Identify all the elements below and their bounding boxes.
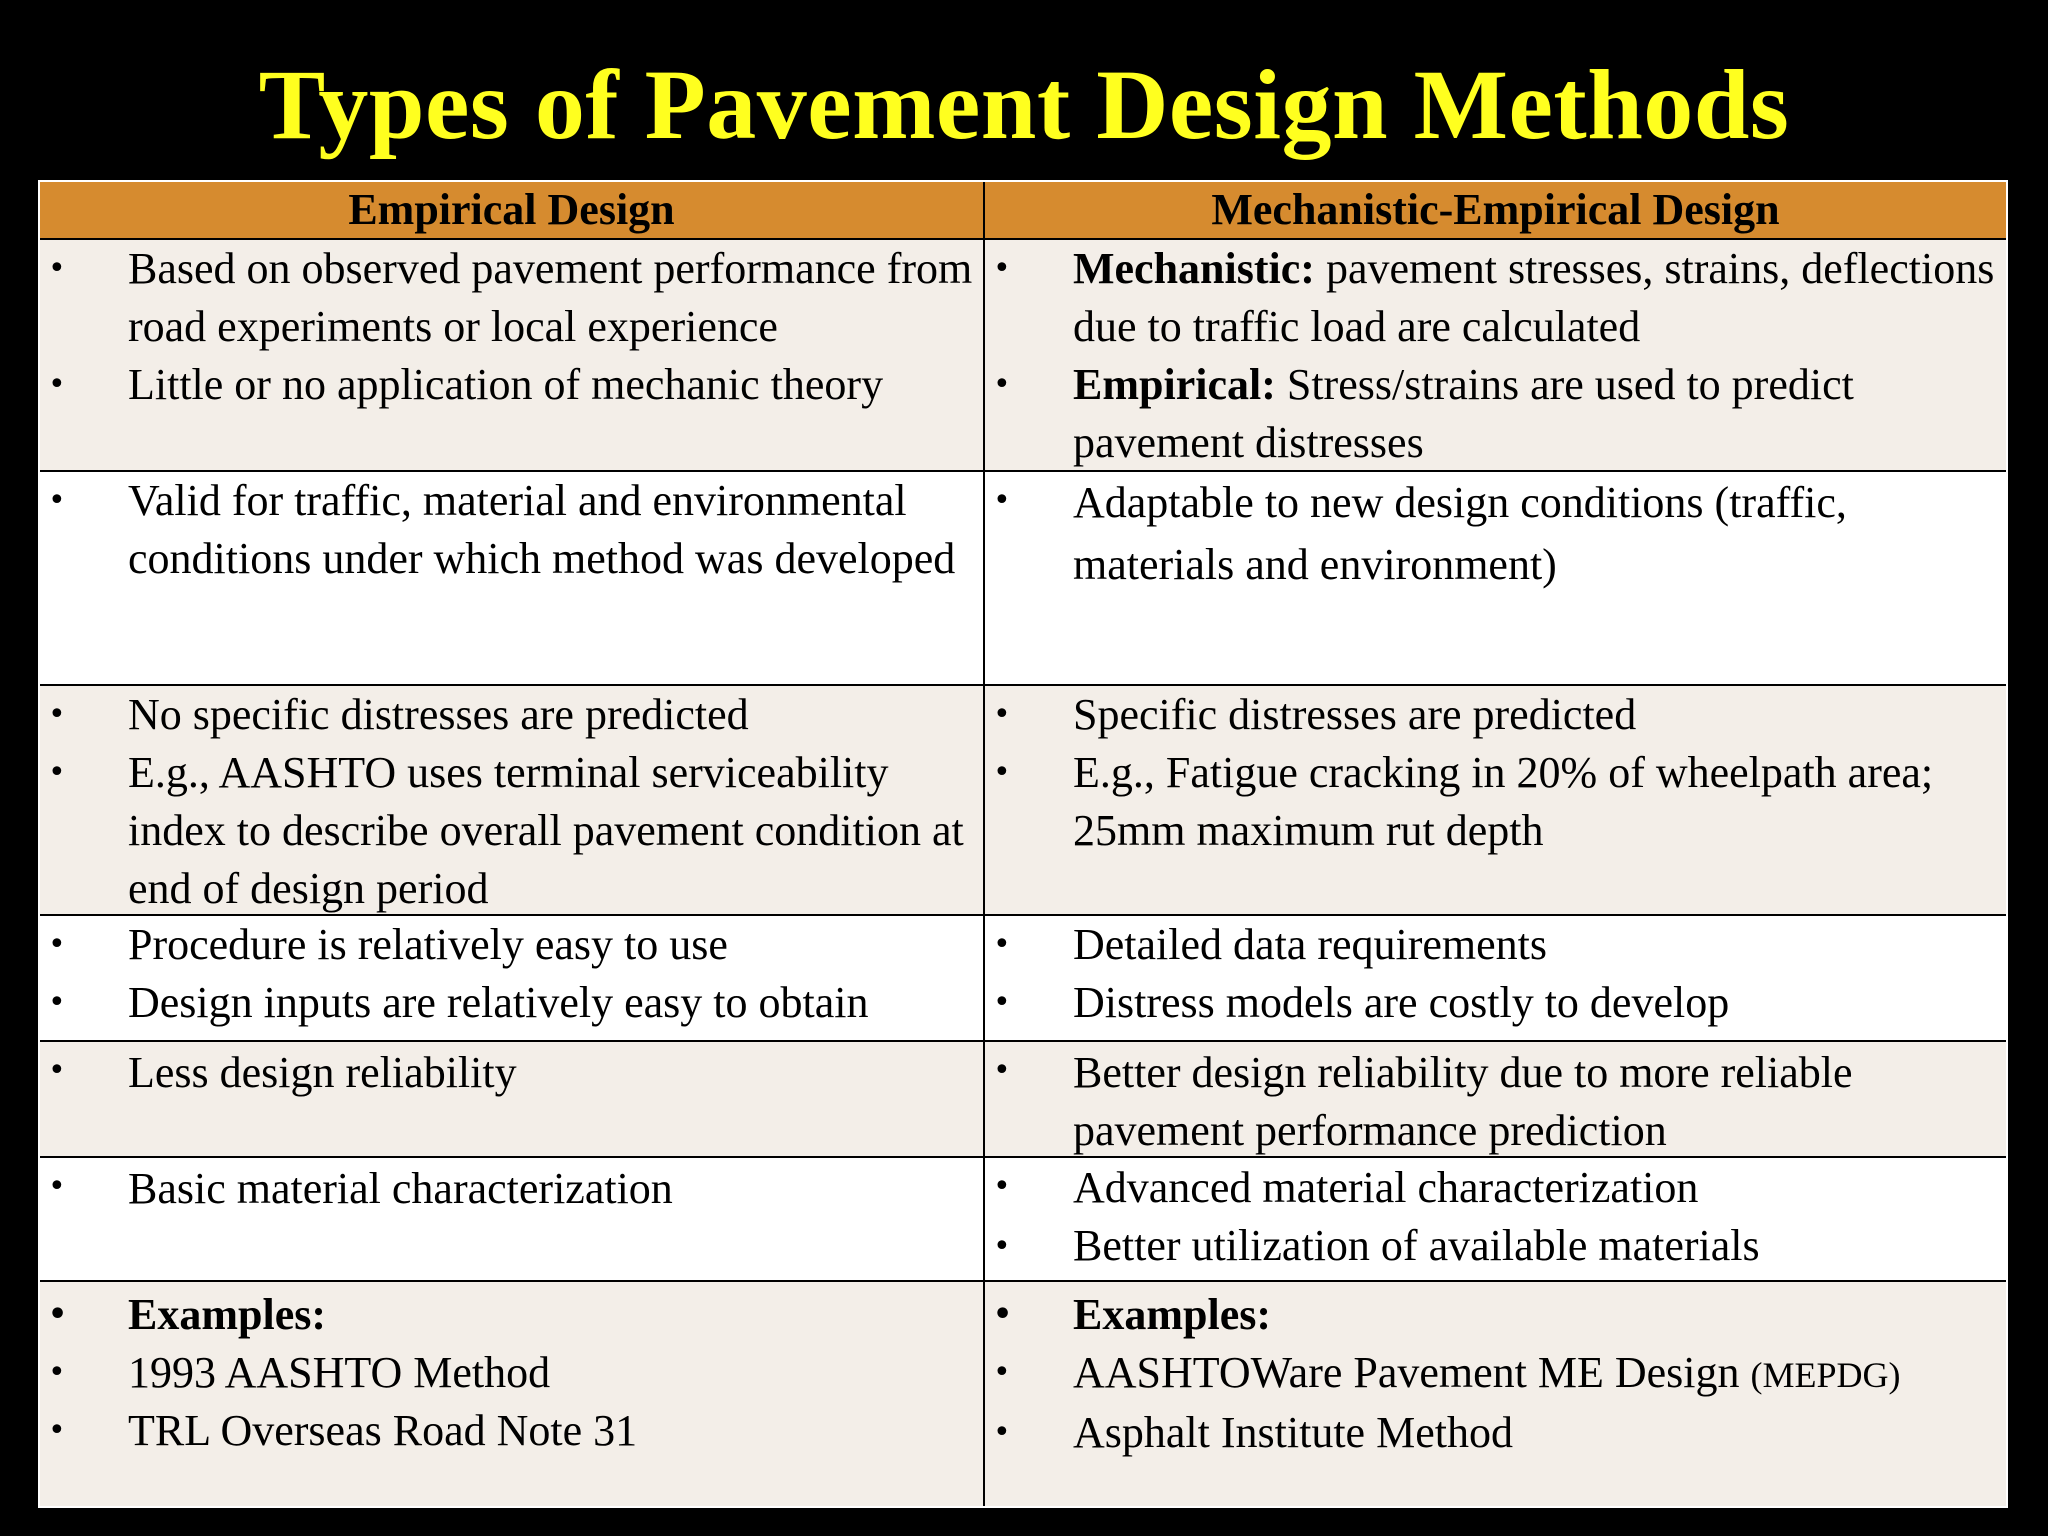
list-item: • Design inputs are relatively easy to obtain [40, 974, 983, 1032]
list-item: • Based on observed pavement performance from road experiments or local experience [40, 240, 983, 356]
mechanistic-empirical-cell [985, 916, 2006, 1040]
list-item: • Distress models are costly to develop [985, 974, 2006, 1032]
list-item: • Better design reliability due to more reliable pavement performance prediction [985, 1042, 2006, 1160]
list-item [985, 356, 2006, 472]
empirical-cell [40, 686, 985, 914]
table-row [40, 1280, 2006, 1506]
list-item: • Less design reliability [40, 1042, 983, 1104]
list-item: • Advanced material characterization [985, 1158, 2006, 1218]
example-name: AASHTOWare Pavement ME Design [1073, 1348, 1740, 1397]
empirical-cell [40, 472, 985, 684]
table-row [40, 914, 2006, 1040]
list-item: • Asphalt Institute Method [985, 1404, 2006, 1462]
empirical-cell [40, 1158, 985, 1280]
list-item: • TRL Overseas Road Note 31 [40, 1402, 983, 1460]
mechanistic-empirical-cell [985, 472, 2006, 684]
list-item: • Specific distresses are predicted [985, 686, 2006, 744]
table-header-row [40, 182, 2006, 238]
empirical-cell [40, 916, 985, 1040]
header-mechanistic-empirical-design: Mechanistic-Empirical Design [1211, 185, 1780, 234]
list-item: • Examples: [985, 1286, 2006, 1344]
list-item: • Better utilization of available materials [985, 1218, 2006, 1274]
slide-title: Types of Pavement Design Methods [258, 49, 1790, 160]
empirical-cell [40, 240, 985, 470]
table-row [40, 684, 2006, 914]
table-row [40, 470, 2006, 684]
list-item: • Basic material characterization [40, 1158, 983, 1220]
term-description: Stress/strains are used to predict pavement distresses [1073, 360, 1854, 467]
term-label: Empirical: [1073, 360, 1276, 409]
list-item [985, 240, 2006, 356]
list-item: • E.g., Fatigue cracking in 20% of wheelpath area; 25mm maximum rut depth [985, 744, 2006, 860]
mechanistic-empirical-cell [985, 240, 2006, 470]
comparison-table [38, 180, 2008, 1508]
list-item: • No specific distresses are predicted [40, 686, 983, 744]
list-item: • Little or no application of mechanic theory [40, 356, 983, 414]
list-item: • 1993 AASHTO Method [40, 1344, 983, 1402]
empirical-cell [40, 1282, 985, 1506]
term-description: pavement stresses, strains, deflections due to traffic load are calculated [1073, 244, 1995, 351]
example-abbreviation: (MEPDG) [1750, 1355, 1901, 1395]
table-row [40, 1040, 2006, 1156]
table-row [40, 238, 2006, 470]
list-item: • Adaptable to new design conditions (traffic, materials and environment) [985, 472, 2006, 596]
empirical-cell [40, 1042, 985, 1156]
mechanistic-empirical-cell [985, 1282, 2006, 1506]
table-row [40, 1156, 2006, 1280]
term-label: Mechanistic: [1073, 244, 1315, 293]
mechanistic-empirical-cell [985, 686, 2006, 914]
list-item [985, 1344, 2006, 1404]
list-item: • Procedure is relatively easy to use [40, 916, 983, 974]
list-item: • Detailed data requirements [985, 916, 2006, 974]
header-empirical-design: Empirical Design [40, 182, 985, 238]
list-item: • Examples: [40, 1286, 983, 1344]
list-item: • Valid for traffic, material and environmental conditions under which method was developed [40, 472, 983, 588]
list-item: • E.g., AASHTO uses terminal serviceability index to describe overall pavement condition at end of design period [40, 744, 983, 918]
mechanistic-empirical-cell [985, 1042, 2006, 1156]
mechanistic-empirical-cell [985, 1158, 2006, 1280]
